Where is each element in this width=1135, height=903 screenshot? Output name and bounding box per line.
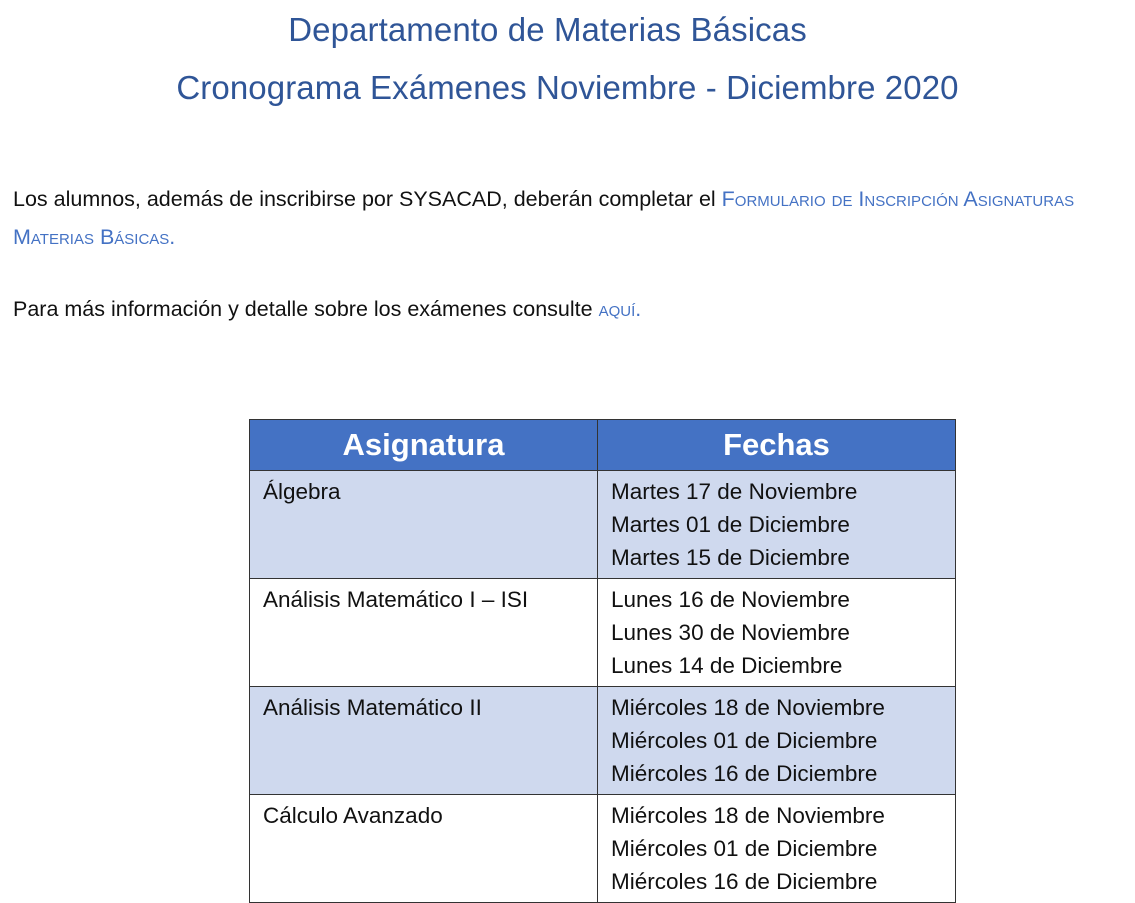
registration-text: Los alumnos, además de inscribirse por SYSACAD, deberán completar el bbox=[13, 187, 722, 211]
table-row bbox=[250, 687, 956, 795]
info-here-link[interactable]: aquí. bbox=[598, 297, 642, 321]
info-paragraph bbox=[13, 290, 1128, 328]
exam-date: Lunes 16 de Noviembre bbox=[611, 587, 850, 612]
registration-paragraph bbox=[13, 180, 1128, 256]
exam-date: Miércoles 16 de Diciembre bbox=[611, 761, 878, 786]
exam-date: Miércoles 16 de Diciembre bbox=[611, 869, 878, 894]
exam-date: Martes 17 de Noviembre bbox=[611, 479, 858, 504]
schedule-title: Cronograma Exámenes Noviembre - Diciembre 2020 bbox=[176, 69, 959, 106]
subject-cell: Cálculo Avanzado bbox=[250, 795, 598, 903]
registration-form-link[interactable]: Formulario de Inscripción Asignaturas Materias Básicas. bbox=[13, 187, 1075, 249]
exam-date: Miércoles 18 de Noviembre bbox=[611, 695, 885, 720]
exam-date: Miércoles 01 de Diciembre bbox=[611, 836, 878, 861]
department-title: Departamento de Materias Básicas bbox=[288, 11, 807, 48]
dates-cell bbox=[598, 579, 956, 687]
dates-cell bbox=[598, 471, 956, 579]
exam-schedule-table bbox=[249, 419, 956, 903]
header-subject: Asignatura bbox=[250, 420, 598, 471]
document-title bbox=[0, 8, 1135, 110]
table-row bbox=[250, 471, 956, 579]
table-header-row bbox=[250, 420, 956, 471]
exam-date: Lunes 14 de Diciembre bbox=[611, 653, 843, 678]
subject-cell: Análisis Matemático I – ISI bbox=[250, 579, 598, 687]
dates-cell bbox=[598, 795, 956, 903]
exam-date: Miércoles 18 de Noviembre bbox=[611, 803, 885, 828]
exam-date: Martes 15 de Diciembre bbox=[611, 545, 850, 570]
dates-cell bbox=[598, 687, 956, 795]
header-dates: Fechas bbox=[598, 420, 956, 471]
subject-cell: Álgebra bbox=[250, 471, 598, 579]
exam-date: Lunes 30 de Noviembre bbox=[611, 620, 850, 645]
info-text: Para más información y detalle sobre los exámenes consulte bbox=[13, 297, 599, 321]
subject-cell: Análisis Matemático II bbox=[250, 687, 598, 795]
exam-date: Miércoles 01 de Diciembre bbox=[611, 728, 878, 753]
exam-date: Martes 01 de Diciembre bbox=[611, 512, 850, 537]
table-row bbox=[250, 795, 956, 903]
table-row bbox=[250, 579, 956, 687]
